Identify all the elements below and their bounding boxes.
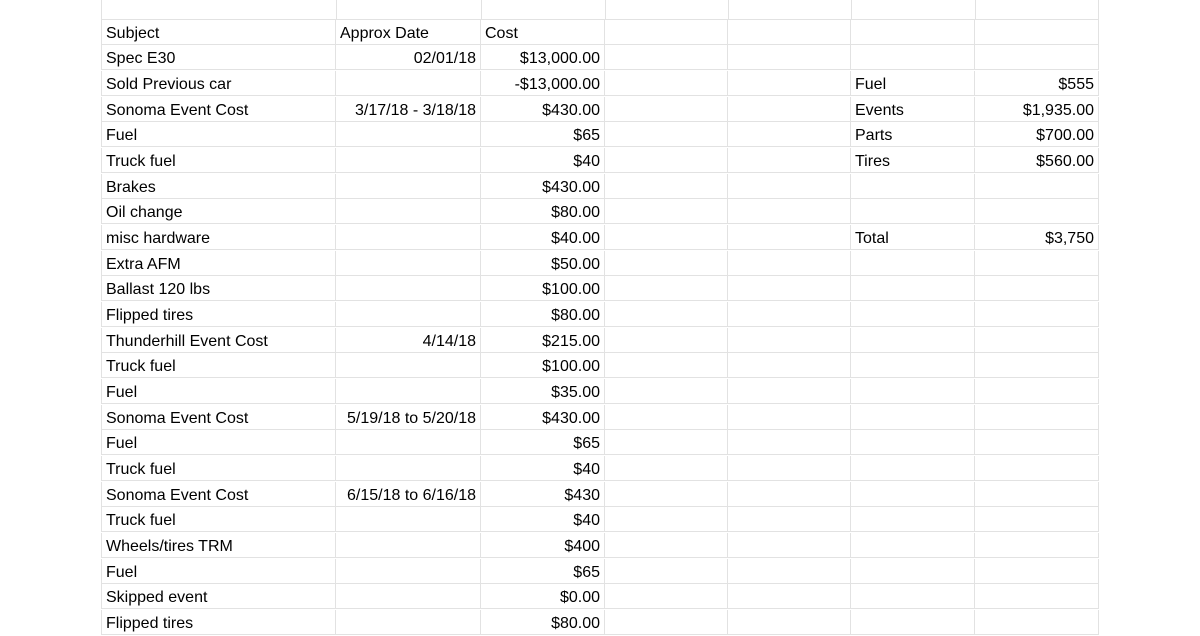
subject-cell[interactable]: Spec E30: [101, 45, 336, 70]
subject-cell[interactable]: Fuel: [101, 379, 336, 404]
cost-cell[interactable]: $65: [481, 559, 605, 584]
empty-cell[interactable]: [728, 71, 851, 96]
empty-cell[interactable]: [605, 71, 728, 96]
empty-cell[interactable]: [728, 225, 851, 250]
summary-label-cell[interactable]: [851, 584, 975, 609]
table-row: [101, 276, 1099, 301]
summary-value-cell[interactable]: $555: [975, 71, 1099, 96]
table-row: [101, 559, 1099, 584]
cost-cell[interactable]: $40: [481, 456, 605, 481]
empty-cell[interactable]: [605, 20, 728, 45]
subject-cell[interactable]: Sold Previous car: [101, 71, 336, 96]
summary-value-cell[interactable]: [975, 45, 1099, 70]
summary-value-cell[interactable]: $1,935.00: [975, 97, 1099, 122]
empty-cell[interactable]: [851, 20, 975, 45]
summary-value-cell[interactable]: [975, 533, 1099, 558]
summary-value-cell[interactable]: [975, 174, 1099, 199]
cost-cell[interactable]: $430.00: [481, 405, 605, 430]
cost-cell[interactable]: $40.00: [481, 225, 605, 250]
cost-cell[interactable]: $215.00: [481, 328, 605, 353]
empty-cell[interactable]: [728, 353, 851, 378]
date-cell[interactable]: [336, 199, 481, 224]
cost-cell[interactable]: $13,000.00: [481, 45, 605, 70]
summary-value-cell[interactable]: [975, 482, 1099, 507]
summary-label-cell[interactable]: [851, 507, 975, 532]
empty-cell[interactable]: [728, 199, 851, 224]
date-cell[interactable]: [336, 174, 481, 199]
table-row: [101, 251, 1099, 276]
table-row: [101, 456, 1099, 481]
subject-cell[interactable]: Flipped tires: [101, 610, 336, 635]
table-row: [101, 302, 1099, 327]
date-cell[interactable]: 4/14/18: [336, 328, 481, 353]
empty-cell[interactable]: [728, 122, 851, 147]
summary-label-cell[interactable]: [851, 610, 975, 635]
empty-cell[interactable]: [728, 405, 851, 430]
summary-value-cell[interactable]: [975, 276, 1099, 301]
date-cell[interactable]: [336, 430, 481, 455]
subject-cell[interactable]: Fuel: [101, 122, 336, 147]
subject-cell[interactable]: Flipped tires: [101, 302, 336, 327]
summary-label-cell[interactable]: [851, 559, 975, 584]
date-cell[interactable]: [336, 584, 481, 609]
header-cost-cell[interactable]: Cost: [481, 20, 605, 45]
summary-label-cell[interactable]: Tires: [851, 148, 975, 173]
empty-cell[interactable]: [728, 20, 851, 45]
empty-cell[interactable]: [605, 610, 728, 635]
empty-cell[interactable]: [728, 533, 851, 558]
summary-label-cell[interactable]: [851, 276, 975, 301]
table-row: [101, 328, 1099, 353]
summary-label-cell[interactable]: Fuel: [851, 71, 975, 96]
empty-cell[interactable]: [605, 174, 728, 199]
empty-cell[interactable]: [605, 584, 728, 609]
table-row: [101, 405, 1099, 430]
summary-label-cell[interactable]: [851, 533, 975, 558]
table-row: [101, 610, 1099, 635]
summary-value-cell[interactable]: [975, 456, 1099, 481]
subject-cell[interactable]: Wheels/tires TRM: [101, 533, 336, 558]
date-cell[interactable]: [336, 507, 481, 532]
empty-cell[interactable]: [605, 45, 728, 70]
summary-value-cell[interactable]: [975, 584, 1099, 609]
summary-label-cell[interactable]: [851, 251, 975, 276]
empty-cell[interactable]: [605, 302, 728, 327]
empty-cell[interactable]: [728, 559, 851, 584]
summary-value-cell[interactable]: [975, 430, 1099, 455]
summary-value-cell[interactable]: $3,750: [975, 225, 1099, 250]
empty-cell[interactable]: [728, 97, 851, 122]
subject-cell[interactable]: Extra AFM: [101, 251, 336, 276]
date-cell[interactable]: [336, 71, 481, 96]
date-cell[interactable]: 02/01/18: [336, 45, 481, 70]
summary-value-cell[interactable]: [975, 559, 1099, 584]
summary-value-cell[interactable]: [975, 302, 1099, 327]
cost-cell[interactable]: $80.00: [481, 302, 605, 327]
empty-cell[interactable]: [728, 251, 851, 276]
subject-cell[interactable]: Fuel: [101, 559, 336, 584]
date-cell[interactable]: [336, 276, 481, 301]
summary-label-cell[interactable]: [851, 45, 975, 70]
empty-cell[interactable]: [605, 97, 728, 122]
subject-cell[interactable]: Truck fuel: [101, 148, 336, 173]
summary-label-cell[interactable]: [851, 174, 975, 199]
summary-value-cell[interactable]: [975, 251, 1099, 276]
cost-cell[interactable]: $35.00: [481, 379, 605, 404]
date-cell[interactable]: [336, 353, 481, 378]
empty-cell[interactable]: [605, 328, 728, 353]
date-cell[interactable]: 5/19/18 to 5/20/18: [336, 405, 481, 430]
subject-cell[interactable]: Sonoma Event Cost: [101, 405, 336, 430]
cost-cell[interactable]: $65: [481, 430, 605, 455]
date-cell[interactable]: [336, 251, 481, 276]
empty-cell[interactable]: [605, 199, 728, 224]
subject-cell[interactable]: Sonoma Event Cost: [101, 482, 336, 507]
cost-cell[interactable]: $80.00: [481, 610, 605, 635]
empty-cell[interactable]: [728, 584, 851, 609]
grid-top-edge: [101, 0, 1099, 20]
empty-cell[interactable]: [605, 507, 728, 532]
empty-cell[interactable]: [605, 482, 728, 507]
table-row: [101, 225, 1099, 250]
empty-cell[interactable]: [605, 559, 728, 584]
table-row: [101, 71, 1099, 96]
table-row: [101, 379, 1099, 404]
summary-label-cell[interactable]: [851, 430, 975, 455]
date-cell[interactable]: 3/17/18 - 3/18/18: [336, 97, 481, 122]
empty-cell[interactable]: [605, 276, 728, 301]
summary-label-cell[interactable]: [851, 456, 975, 481]
date-cell[interactable]: [336, 379, 481, 404]
table-row: [101, 122, 1099, 147]
empty-cell[interactable]: [728, 302, 851, 327]
subject-cell[interactable]: Truck fuel: [101, 507, 336, 532]
empty-cell[interactable]: [605, 148, 728, 173]
cost-cell[interactable]: $100.00: [481, 276, 605, 301]
subject-cell[interactable]: Truck fuel: [101, 353, 336, 378]
summary-value-cell[interactable]: [975, 328, 1099, 353]
date-cell[interactable]: [336, 610, 481, 635]
table-row: [101, 533, 1099, 558]
cost-cell[interactable]: $40: [481, 507, 605, 532]
empty-cell[interactable]: [728, 430, 851, 455]
empty-cell[interactable]: [728, 276, 851, 301]
subject-cell[interactable]: Oil change: [101, 199, 336, 224]
date-cell[interactable]: [336, 148, 481, 173]
subject-cell[interactable]: Ballast 120 lbs: [101, 276, 336, 301]
table-row: [101, 353, 1099, 378]
date-cell[interactable]: [336, 456, 481, 481]
cost-cell[interactable]: $100.00: [481, 353, 605, 378]
summary-value-cell[interactable]: $560.00: [975, 148, 1099, 173]
summary-label-cell[interactable]: [851, 482, 975, 507]
empty-cell[interactable]: [605, 251, 728, 276]
subject-cell[interactable]: Fuel: [101, 430, 336, 455]
empty-cell[interactable]: [605, 122, 728, 147]
summary-label-cell[interactable]: [851, 353, 975, 378]
header-subject-cell[interactable]: Subject: [101, 20, 336, 45]
cost-cell[interactable]: $430.00: [481, 174, 605, 199]
empty-cell[interactable]: [605, 533, 728, 558]
cost-cell[interactable]: $0.00: [481, 584, 605, 609]
subject-cell[interactable]: Truck fuel: [101, 456, 336, 481]
empty-cell[interactable]: [605, 379, 728, 404]
summary-value-cell[interactable]: [975, 199, 1099, 224]
empty-cell[interactable]: [728, 148, 851, 173]
empty-cell[interactable]: [728, 174, 851, 199]
empty-cell[interactable]: [728, 507, 851, 532]
date-cell[interactable]: 6/15/18 to 6/16/18: [336, 482, 481, 507]
empty-cell[interactable]: [605, 430, 728, 455]
subject-cell[interactable]: misc hardware: [101, 225, 336, 250]
cost-cell[interactable]: $430.00: [481, 97, 605, 122]
summary-value-cell[interactable]: [975, 610, 1099, 635]
table-row: [101, 174, 1099, 199]
cost-cell[interactable]: $65: [481, 122, 605, 147]
empty-cell[interactable]: [728, 45, 851, 70]
table-row: [101, 199, 1099, 224]
empty-cell[interactable]: [605, 353, 728, 378]
subject-cell[interactable]: Skipped event: [101, 584, 336, 609]
summary-label-cell[interactable]: Total: [851, 225, 975, 250]
empty-cell[interactable]: [975, 20, 1099, 45]
date-cell[interactable]: [336, 122, 481, 147]
empty-cell[interactable]: [728, 328, 851, 353]
summary-label-cell[interactable]: [851, 199, 975, 224]
date-cell[interactable]: [336, 559, 481, 584]
table-row: [101, 45, 1099, 70]
summary-value-cell[interactable]: $700.00: [975, 122, 1099, 147]
table-row: [101, 148, 1099, 173]
summary-value-cell[interactable]: [975, 507, 1099, 532]
summary-value-cell[interactable]: [975, 405, 1099, 430]
summary-label-cell[interactable]: [851, 379, 975, 404]
empty-cell[interactable]: [728, 456, 851, 481]
date-cell[interactable]: [336, 302, 481, 327]
header-date-cell[interactable]: Approx Date: [336, 20, 481, 45]
empty-cell[interactable]: [605, 225, 728, 250]
cost-cell[interactable]: $50.00: [481, 251, 605, 276]
header-row: [101, 20, 1099, 45]
cost-cell[interactable]: -$13,000.00: [481, 71, 605, 96]
cost-cell[interactable]: $400: [481, 533, 605, 558]
summary-label-cell[interactable]: [851, 328, 975, 353]
empty-cell[interactable]: [728, 379, 851, 404]
summary-label-cell[interactable]: [851, 405, 975, 430]
table-row: [101, 507, 1099, 532]
summary-label-cell[interactable]: [851, 302, 975, 327]
empty-cell[interactable]: [605, 405, 728, 430]
summary-label-cell[interactable]: Events: [851, 97, 975, 122]
cost-cell[interactable]: $430: [481, 482, 605, 507]
summary-value-cell[interactable]: [975, 353, 1099, 378]
subject-cell[interactable]: Brakes: [101, 174, 336, 199]
cost-cell[interactable]: $40: [481, 148, 605, 173]
empty-cell[interactable]: [605, 456, 728, 481]
summary-label-cell[interactable]: Parts: [851, 122, 975, 147]
table-row: [101, 482, 1099, 507]
date-cell[interactable]: [336, 533, 481, 558]
subject-cell[interactable]: Thunderhill Event Cost: [101, 328, 336, 353]
empty-cell[interactable]: [728, 482, 851, 507]
table-row: [101, 97, 1099, 122]
date-cell[interactable]: [336, 225, 481, 250]
table-row: [101, 430, 1099, 455]
cost-cell[interactable]: $80.00: [481, 199, 605, 224]
subject-cell[interactable]: Sonoma Event Cost: [101, 97, 336, 122]
table-row: [101, 584, 1099, 609]
summary-value-cell[interactable]: [975, 379, 1099, 404]
empty-cell[interactable]: [728, 610, 851, 635]
